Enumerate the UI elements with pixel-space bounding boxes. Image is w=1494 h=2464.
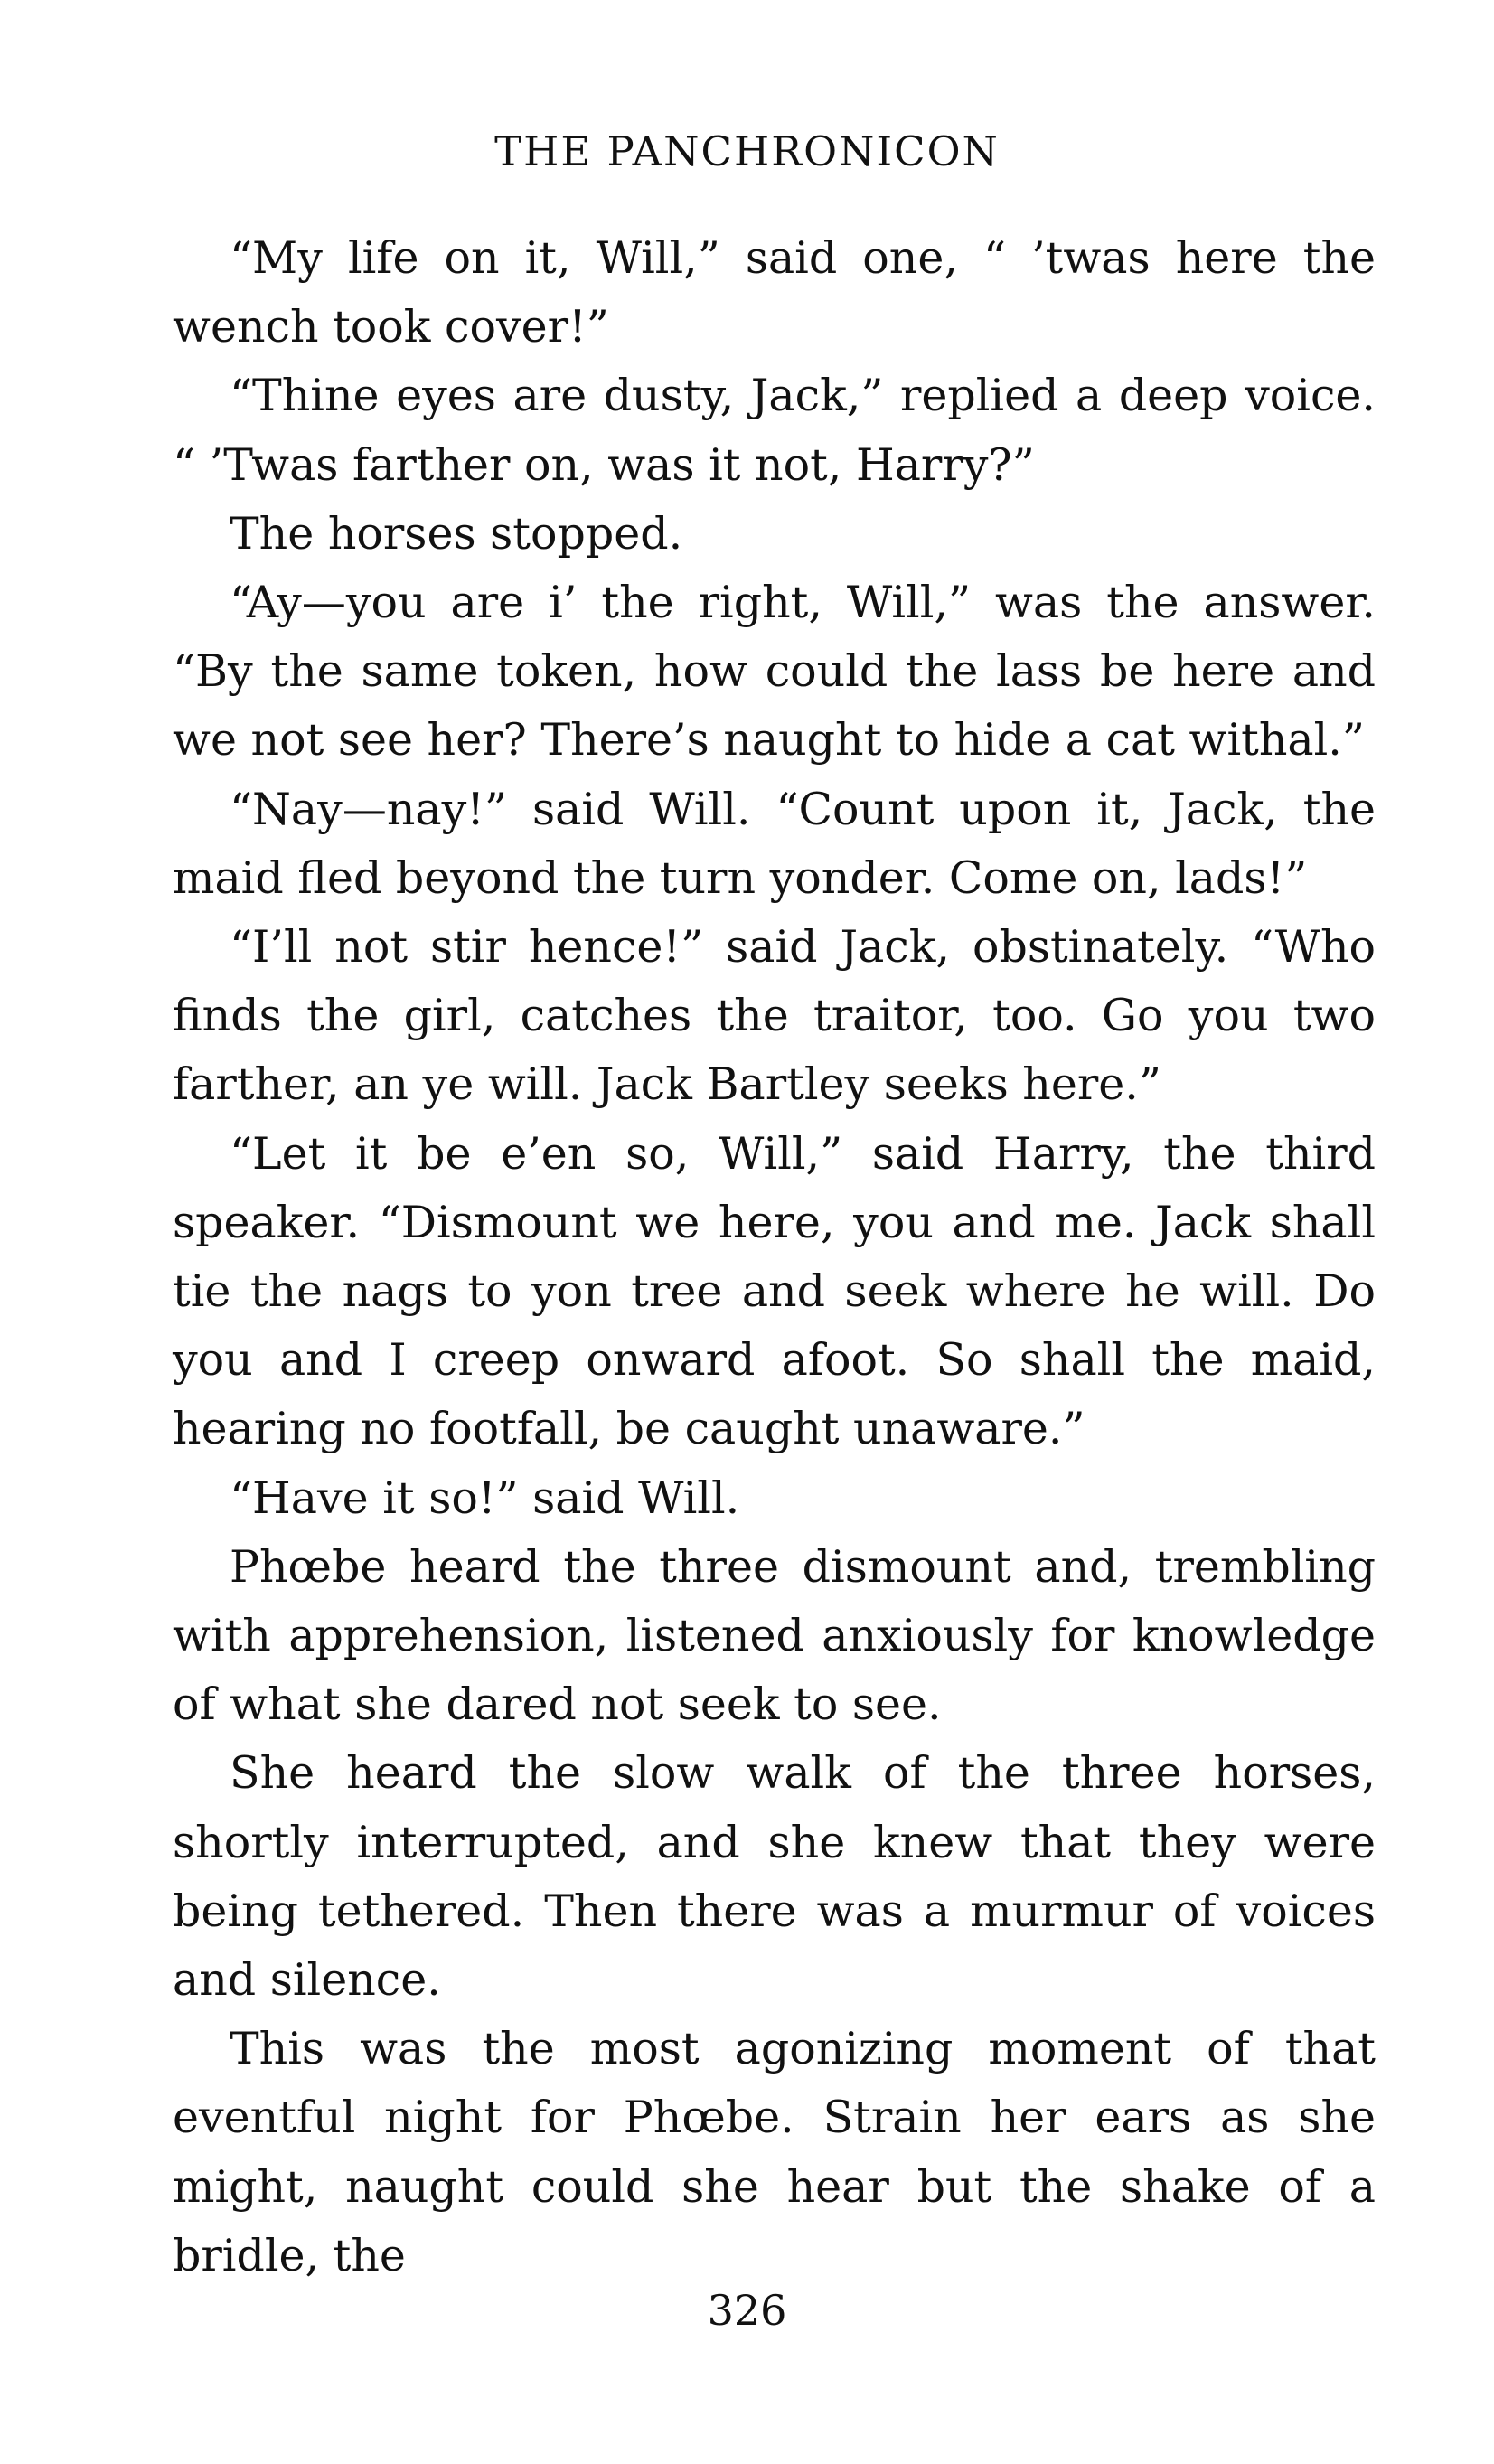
paragraph: “Nay—nay!” said Will. “Count upon it, Jack, the maid fled beyond the turn yonder. Come on, lads!” [173, 783, 1376, 904]
paragraph: “Thine eyes are dusty, Jack,” replied a deep voice. “ ’Twas farther on, was it not, Harry?” [173, 370, 1376, 491]
paragraph: “My life on it, Will,” said one, “ ’twas here the wench took cover!” [173, 232, 1376, 353]
running-title: THE PANCHRONICON [494, 127, 1000, 175]
paragraph: Phœbe heard the three dismount and, trembling with apprehension, listened anxiously for knowledge of what she dared not seek to see. [173, 1540, 1376, 1731]
paragraph: “Let it be e’en so, Will,” said Harry, the third speaker. “Dismount we here, you and me. Jack shall tie the nags to yon tree and seek where he will. Do you and I creep onward afoot. So shall the maid, hearing no footfall, be caught unaware.” [173, 1127, 1376, 1455]
body-text [173, 224, 1376, 2290]
paragraph: “I’ll not stir hence!” said Jack, obstinately. “Who finds the girl, catches the traitor, too. Go you two farther, an ye will. Jack Bartley seeks here.” [173, 921, 1376, 1111]
paragraph: “Have it so!” said Will. [230, 1472, 740, 1524]
paragraph: The horses stopped. [230, 507, 683, 560]
page-number: 326 [707, 2286, 787, 2335]
paragraph: This was the most agonizing moment of that eventful night for Phœbe. Strain her ears as she might, naught could she hear but the shake of a bridle, the [173, 2023, 1376, 2281]
paragraph: She heard the slow walk of the three horses, shortly interrupted, and she knew that they were being tethered. Then there was a murmur of voices and silence. [173, 1747, 1376, 2007]
paragraph: “Ay—you are i’ the right, Will,” was the answer. “By the same token, how could the lass be here and we not see her? There’s naught to hide a cat withal.” [173, 577, 1376, 766]
